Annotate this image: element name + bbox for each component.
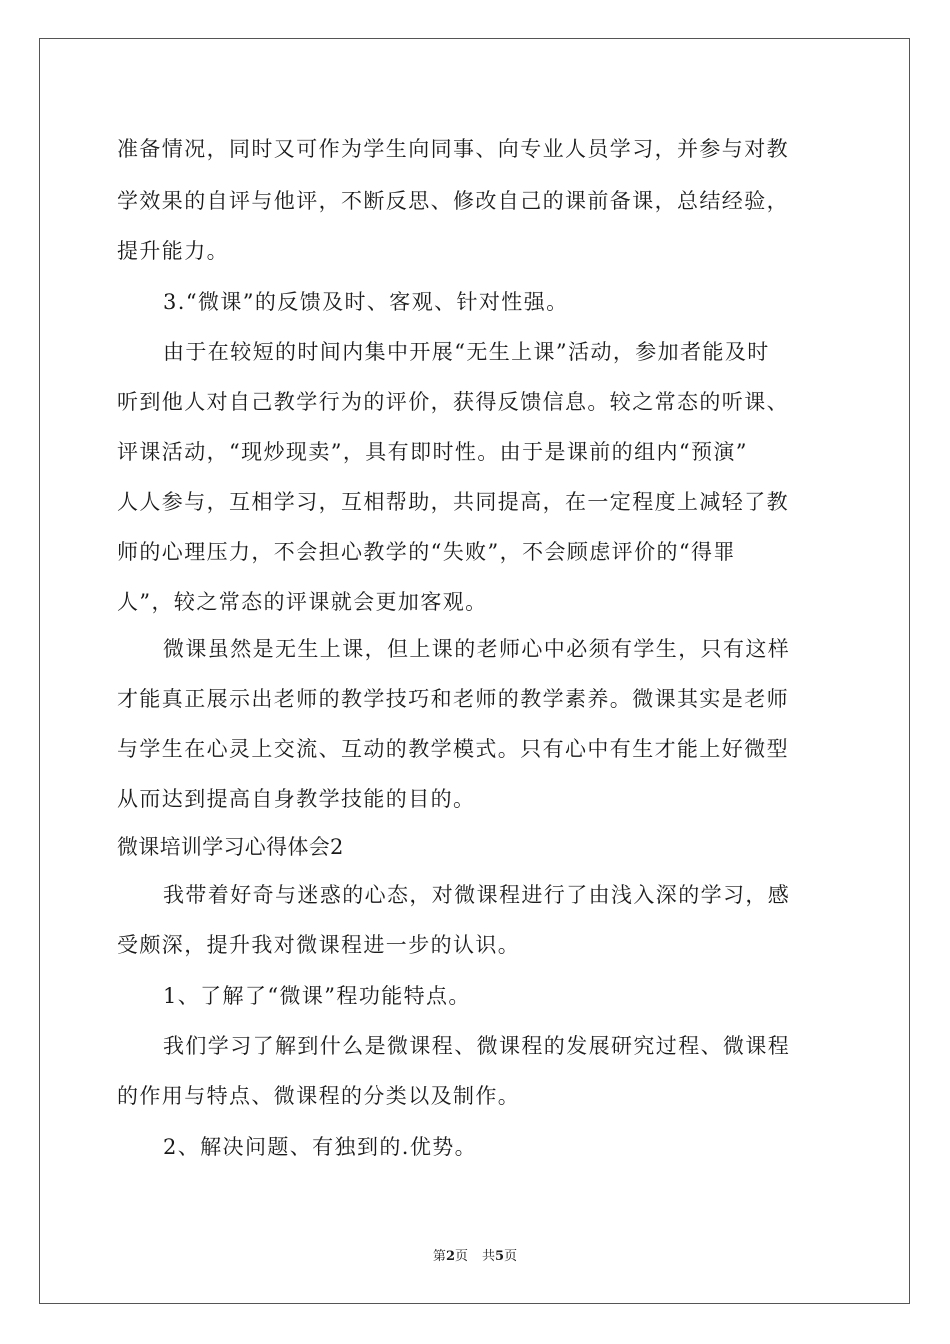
footer-current-page: 2 <box>445 1249 455 1264</box>
body-text-line: 人人参与，互相学习，互相帮助，共同提高，在一定程度上减轻了教 <box>117 490 789 514</box>
body-text-line: 我们学习了解到什么是微课程、微课程的发展研究过程、微课程 <box>163 1034 791 1058</box>
body-text-line: 我带着好奇与迷惑的心态，对微课程进行了由浅入深的学习，感 <box>163 883 791 907</box>
body-text-line: 的作用与特点、微课程的分类以及制作。 <box>117 1084 521 1108</box>
body-text-line: 人”，较之常态的评课就会更加客观。 <box>117 590 488 614</box>
page-footer <box>0 1248 950 1266</box>
body-text-line: 微课虽然是无生上课，但上课的老师心中必须有学生，只有这样 <box>163 637 791 661</box>
body-text-line: 学效果的自评与他评，不断反思、修改自己的课前备课，总结经验， <box>117 189 789 213</box>
body-text-line: 受颇深，提升我对微课程进一步的认识。 <box>117 933 521 957</box>
body-text-line: 评课活动，“现炒现卖”，具有即时性。由于是课前的组内“预演” <box>117 440 748 464</box>
body-text-line: 由于在较短的时间内集中开展“无生上课”活动，参加者能及时 <box>163 340 770 364</box>
footer-page-suffix: 页 <box>454 1249 468 1264</box>
body-text-line: 与学生在心灵上交流、互动的教学模式。只有心中有生才能上好微型 <box>117 737 789 761</box>
footer-total-prefix: 共 <box>482 1249 496 1264</box>
body-text-line: 听到他人对自己教学行为的评价，获得反馈信息。较之常态的听课、 <box>117 390 789 414</box>
body-text-line: 师的心理压力，不会担心教学的“失败”，不会顾虑评价的“得罪 <box>117 540 736 564</box>
body-text-line: 才能真正展示出老师的教学技巧和老师的教学素养。微课其实是老师 <box>117 687 789 711</box>
footer-total-suffix: 页 <box>504 1249 518 1264</box>
section-heading-2: 2、解决问题、有独到的.优势。 <box>163 1135 478 1159</box>
page-border <box>39 38 910 1304</box>
body-text-line: 提升能力。 <box>117 239 229 263</box>
section-heading-1: 1、了解了“微课”程功能特点。 <box>163 984 471 1008</box>
article-title: 微课培训学习心得体会2 <box>117 835 344 859</box>
footer-total-pages: 5 <box>495 1249 505 1264</box>
footer-page-prefix: 第 <box>432 1249 446 1264</box>
body-text-line: 从而达到提高自身教学技能的目的。 <box>117 787 476 811</box>
body-text-line: 准备情况，同时又可作为学生向同事、向专业人员学习，并参与对教 <box>117 137 789 161</box>
section-heading-3: 3.“微课”的反馈及时、客观、针对性强。 <box>163 290 569 314</box>
